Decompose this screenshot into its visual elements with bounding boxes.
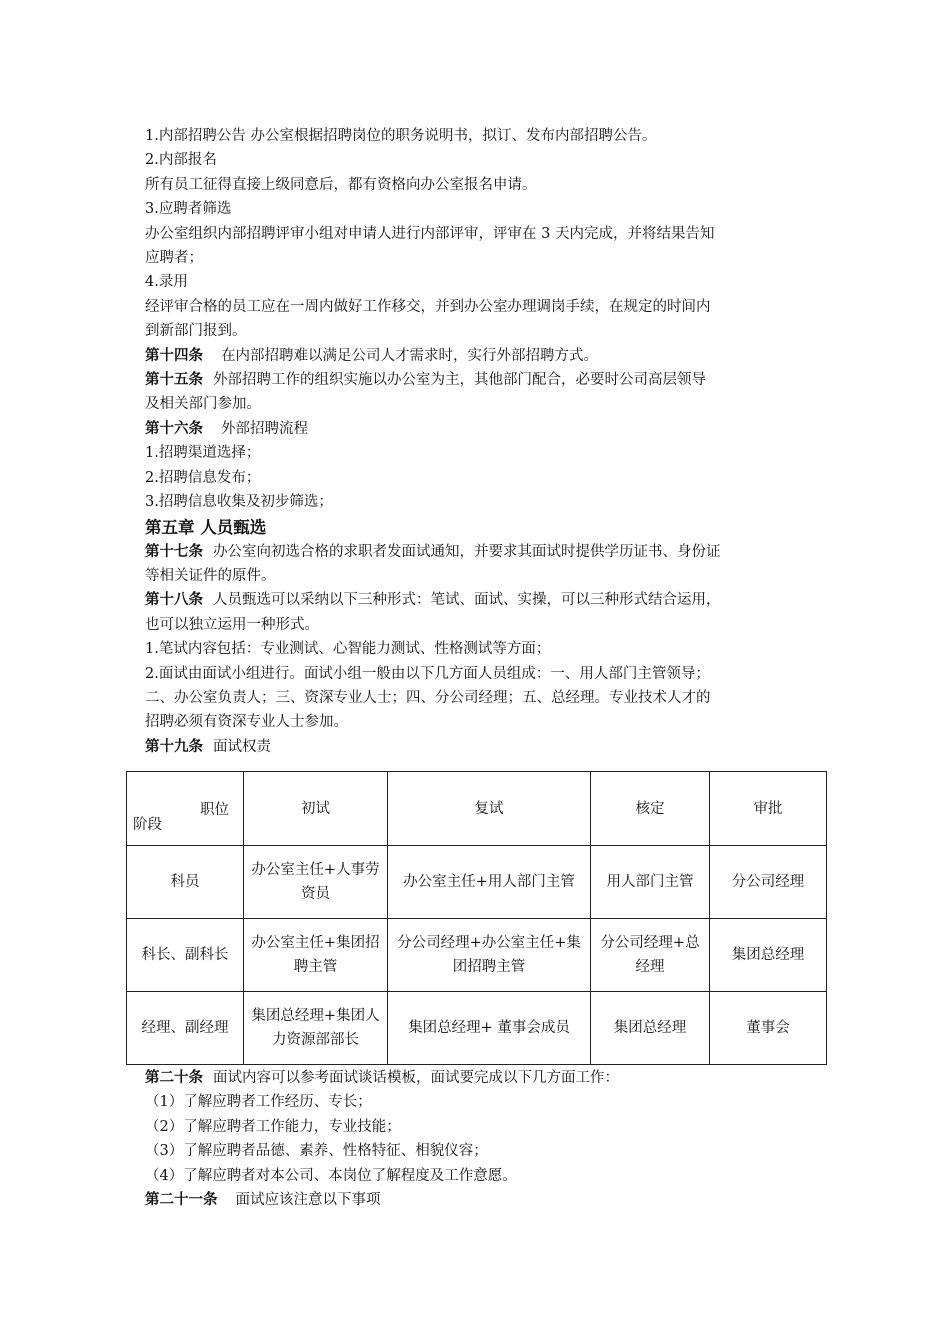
table-cell-role: 科员 — [127, 846, 244, 919]
table-cell: 办公室主任+用人部门主管 — [388, 846, 591, 919]
article-16-item-1: 1.招聘渠道选择； — [145, 445, 261, 462]
article-18-point-2a: 2.面试由面试小组进行。面试小组一般由以下几方面人员组成：一、用人部门主管领导； — [145, 665, 710, 682]
article-15-label: 第十五条 — [145, 372, 203, 389]
table-cell: 分公司经理+总经理 — [591, 919, 710, 992]
article-16-item-3: 3.招聘信息收集及初步筛选； — [145, 494, 333, 511]
article-17-label: 第十七条 — [145, 543, 203, 560]
interview-authority-table — [126, 771, 827, 1065]
article-17-text: 办公室向初选合格的求职者发面试通知，并要求其面试时提供学历证书、身份证 — [213, 543, 721, 560]
article-18-point-1: 1.笔试内容包括：专业测试、心智能力测试、性格测试等方面； — [145, 641, 551, 658]
table-cell: 办公室主任+人事劳资员 — [244, 846, 388, 919]
table-header: 复试 — [388, 772, 591, 846]
table-cell: 分公司经理 — [710, 846, 827, 919]
table-cell: 用人部门主管 — [591, 846, 710, 919]
article-15-text: 外部招聘工作的组织实施以办公室为主，其他部门配合，必要时公司高层领导 — [213, 372, 706, 389]
table-header-row — [127, 772, 827, 846]
table-cell: 集团总经理 — [710, 919, 827, 992]
intro-line-8: 经评审合格的员工应在一周内做好工作移交，并到办公室办理调岗手续，在规定的时间内 — [145, 298, 711, 315]
table-row — [127, 992, 827, 1065]
intro-line-5: 办公室组织内部招聘评审小组对申请人进行内部评审，评审在 3 天内完成，并将结果告知 — [145, 225, 715, 242]
article-16 — [145, 417, 835, 441]
table-header: 核定 — [591, 772, 710, 846]
table-cell: 董事会 — [710, 992, 827, 1065]
table-header: 审批 — [710, 772, 827, 846]
article-20-label: 第二十条 — [145, 1070, 203, 1086]
article-21 — [145, 1188, 835, 1212]
corner-top-label: 职位 — [200, 802, 229, 818]
intro-line-7: 4.录用 — [145, 274, 188, 291]
article-18-text: 人员甄选可以采纳以下三种形式：笔试、面试、实操，可以三种形式结合运用， — [213, 592, 721, 609]
article-16-text: 外部招聘流程 — [221, 420, 308, 437]
table-corner-cell — [127, 772, 244, 846]
article-20-item-4: （4）了解应聘者对本公司、本岗位了解程度及工作意愿。 — [145, 1167, 517, 1184]
intro-line-1: 1.内部招聘公告 办公室根据招聘岗位的职务说明书，拟订、发布内部招聘公告。 — [145, 128, 657, 144]
article-20-item-1: （1）了解应聘者工作经历、专长； — [145, 1094, 372, 1111]
article-20 — [145, 1066, 835, 1090]
intro-line-6: 应聘者； — [145, 250, 203, 267]
article-15-cont: 及相关部门参加。 — [145, 396, 261, 413]
intro-line-4: 3.应聘者筛选 — [145, 201, 232, 218]
document-body — [145, 124, 835, 759]
article-17-cont: 等相关证件的原件。 — [145, 567, 276, 584]
corner-bottom-label: 阶段 — [133, 817, 162, 833]
table-row — [127, 919, 827, 992]
article-19 — [145, 735, 835, 759]
document-body-after-table — [145, 1066, 835, 1212]
article-18-cont: 也可以独立运用一种形式。 — [145, 616, 319, 633]
intro-line-3: 所有员工征得直接上级同意后，都有资格向办公室报名申请。 — [145, 176, 537, 193]
intro-line-9: 到新部门报到。 — [145, 323, 247, 340]
table-cell: 分公司经理+办公室主任+集团招聘主管 — [388, 919, 591, 992]
article-14-label: 第十四条 — [145, 347, 203, 364]
article-20-item-3: （3）了解应聘者品德、素养、性格特征、相貌仪容； — [145, 1143, 488, 1160]
article-18-point-2c: 招聘必须有资深专业人士参加。 — [145, 714, 348, 731]
table-cell: 集团总经理+ 董事会成员 — [388, 992, 591, 1065]
table-row — [127, 846, 827, 919]
article-20-item-2: （2）了解应聘者工作能力，专业技能； — [145, 1118, 401, 1135]
article-16-item-2: 2.招聘信息发布； — [145, 469, 261, 486]
article-18 — [145, 588, 835, 612]
table-cell: 集团总经理+集团人力资源部部长 — [244, 992, 388, 1065]
table-cell-role: 科长、副科长 — [127, 919, 244, 992]
chapter-heading: 第五章 人员甄选 — [145, 517, 267, 537]
article-18-label: 第十八条 — [145, 592, 203, 609]
article-21-text: 面试应该注意以下事项 — [235, 1192, 381, 1209]
article-19-text: 面试权责 — [213, 738, 271, 755]
article-15 — [145, 368, 835, 392]
table-cell-role: 经理、副经理 — [127, 992, 244, 1065]
article-17 — [145, 540, 835, 564]
article-16-label: 第十六条 — [145, 420, 203, 437]
table-cell: 集团总经理 — [591, 992, 710, 1065]
intro-line-2: 2.内部报名 — [145, 152, 217, 169]
article-14 — [145, 344, 835, 368]
article-14-text: 在内部招聘难以满足公司人才需求时，实行外部招聘方式。 — [221, 347, 598, 364]
table-header: 初试 — [244, 772, 388, 846]
table-cell: 办公室主任+集团招聘主管 — [244, 919, 388, 992]
article-20-text: 面试内容可以参考面试谈话模板，面试要完成以下几方面工作： — [213, 1070, 619, 1086]
article-19-label: 第十九条 — [145, 738, 203, 755]
article-21-label: 第二十一条 — [145, 1192, 218, 1209]
article-18-point-2b: 二、办公室负责人；三、资深专业人士；四、分公司经理；五、总经理。专业技术人才的 — [145, 689, 711, 706]
